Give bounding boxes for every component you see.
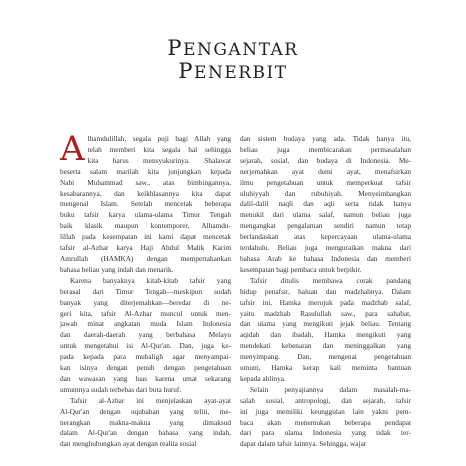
text-line: jawab minat angkatan muda Islam Indonesia [60, 319, 231, 329]
text-line: dan ulama yang mengikuti jejak beliau. Tentang [240, 319, 411, 329]
text-column-right [240, 134, 411, 450]
text-line: umumnya sudah terbebas dari buta huruf. [60, 384, 182, 394]
page-title [0, 38, 466, 84]
drop-cap: A [60, 129, 85, 169]
text-line: baca akan menemukan beberapa pendapat [240, 417, 411, 427]
text-line: nerangkan makna-makna yang dimaksud [60, 417, 231, 427]
text-line: menyimpang. Dan, mengenai pengetahuan [240, 352, 411, 362]
text-line: dan menghubungkan ayat dengan realita sosial [60, 439, 197, 449]
text-line: kesempatan bagi pembaca untuk berpikir. [240, 264, 362, 274]
title-line-1-cap: P [167, 36, 184, 60]
text-line: umum, Hamka kerap kali meminta bantuan [240, 363, 411, 373]
text-line: yaitu madzhab Rasulullah saw., para sahabat, [240, 308, 411, 318]
text-line: bahasa Arab ke bahasa Indonesia dan memberi [240, 253, 411, 263]
text-line: dapat dalam tafsir lainnya. Sehingga, wajar [240, 439, 367, 449]
text-line: beserta salam marilah kita junjungkan kepada [60, 166, 231, 176]
text-line: tafsir al-Azhar karya Haji Abdul Malik Karim [60, 243, 231, 253]
text-line: dan sistem budaya yang ada. Tidak hanya itu, [240, 134, 411, 143]
text-line: dalam Al-Qur'an dengan bahasa yang indah, [60, 428, 231, 438]
text-line: sejarah, sosial, dan budaya di Indonesia. Me- [240, 155, 411, 165]
text-line: untuk mengetahui isi Al-Qur'an. Dan, juga ke- [60, 341, 231, 351]
text-line: Tafsir ditulis membawa corak pandang [250, 275, 411, 285]
text-line: Amrullah (HAMKA) dengan mempertahankan [60, 253, 231, 263]
text-line: bahasa beliau yang indah dan menarik. [60, 264, 174, 274]
text-line: Selain penyajiannya dalam masalah-ma- [250, 384, 411, 394]
text-line: pada kepada para mubaligh agar menyampai- [60, 352, 231, 362]
text-line: aqidah dan ibadah, Hamka mengikuti yang [240, 330, 411, 340]
text-line: kan isinya dengan penuh dengan pengetahuan [60, 363, 231, 373]
text-line: banyak yang diterjemahkan—beredar di ne- [60, 297, 231, 307]
text-line: kepada ahlinya. [240, 373, 286, 383]
text-line: lillah pada kesempatan ini kami dapat mencetak [60, 232, 231, 242]
text-line: baik klasik maupun kontemporer, Alhamdu- [60, 221, 231, 231]
text-column-left [60, 129, 231, 450]
text-line: menukil dari ulama salaf, namun beliau juga [240, 210, 411, 220]
title-line-2 [0, 61, 466, 84]
title-line-2-cap: P [178, 59, 195, 83]
text-line: beliau juga membicarakan permasalahan [240, 144, 411, 154]
text-line: geri kita, tafsir Al-Azhar muncul untuk men- [60, 308, 231, 318]
text-line: lhamdulillah, segala puji bagi Allah yang [87, 134, 231, 143]
text-line: buku tafsir karya ulama-ulama Timur Tengah [60, 210, 231, 220]
text-line: nerjemahkan ayat demi ayat, menafsirkan [240, 166, 411, 176]
text-line: terdahulu. Beliau juga menguraikan makna dari [240, 243, 411, 253]
text-line: Al-Qur'an dengan uqubahan yang teliti, me- [60, 406, 231, 416]
text-line: dan daerah-daerah yang berbahasa Melayu [60, 330, 231, 340]
text-line: ilmu pengetahuan untuk memperkuat tafsir [240, 177, 411, 187]
text-line: berasal dari Timur Tengah—meskipun sudah [60, 286, 231, 296]
text-line: hidup penafsir, haluan dan madzhabnya. Dalam [240, 286, 411, 296]
title-line-1-rest: ENGANTAR [183, 40, 299, 60]
title-line-1 [0, 38, 466, 61]
text-line: ini juga memiliki keunggulan lain yakni pem- [240, 406, 411, 416]
text-line: dalil-dalil naqli dan aqli serta tidak hanya [240, 199, 411, 209]
text-line: mengenal Islam. Setelah mencetak beberapa [60, 199, 231, 209]
text-line: dan wawasan yang luas karena umat sekarang [60, 373, 231, 383]
text-line: mengangkat pengalaman sendiri namun tetap [240, 221, 411, 231]
text-line: mendekati kebenaran dan meninggalkan yang [240, 341, 411, 351]
text-line: tafsir ini, Hamka merujuk pada madzhab salaf, [240, 297, 411, 307]
text-line: Karena banyaknya kitab-kitab tafsir yang [70, 275, 231, 285]
text-line: Nabi Muhammad saw., atas bimbingannya, [60, 177, 231, 187]
text-line: kesabarannya, dan keikhlasannya kita dapat [60, 188, 231, 198]
text-line: dari para ulama Indonesia yang tidak ter- [240, 428, 411, 438]
text-line: telah memberi kita segala hal sehingga [87, 144, 231, 154]
title-line-2-rest: ENERBIT [194, 63, 288, 83]
text-line: Tafsir al-Azhar ini menjelaskan ayat-ayat [70, 395, 231, 405]
text-line: salah sosial, antropologi, dan sejarah, tafsir [240, 395, 411, 405]
text-line: uluhiyyah dan rubuhiyah. Menyeimbangkan [240, 188, 411, 198]
text-line: kita harus mensyukurinya. Shalawat [87, 155, 231, 165]
text-line: berlandaskan atas kepercayaan ulama-ulama [240, 232, 411, 242]
